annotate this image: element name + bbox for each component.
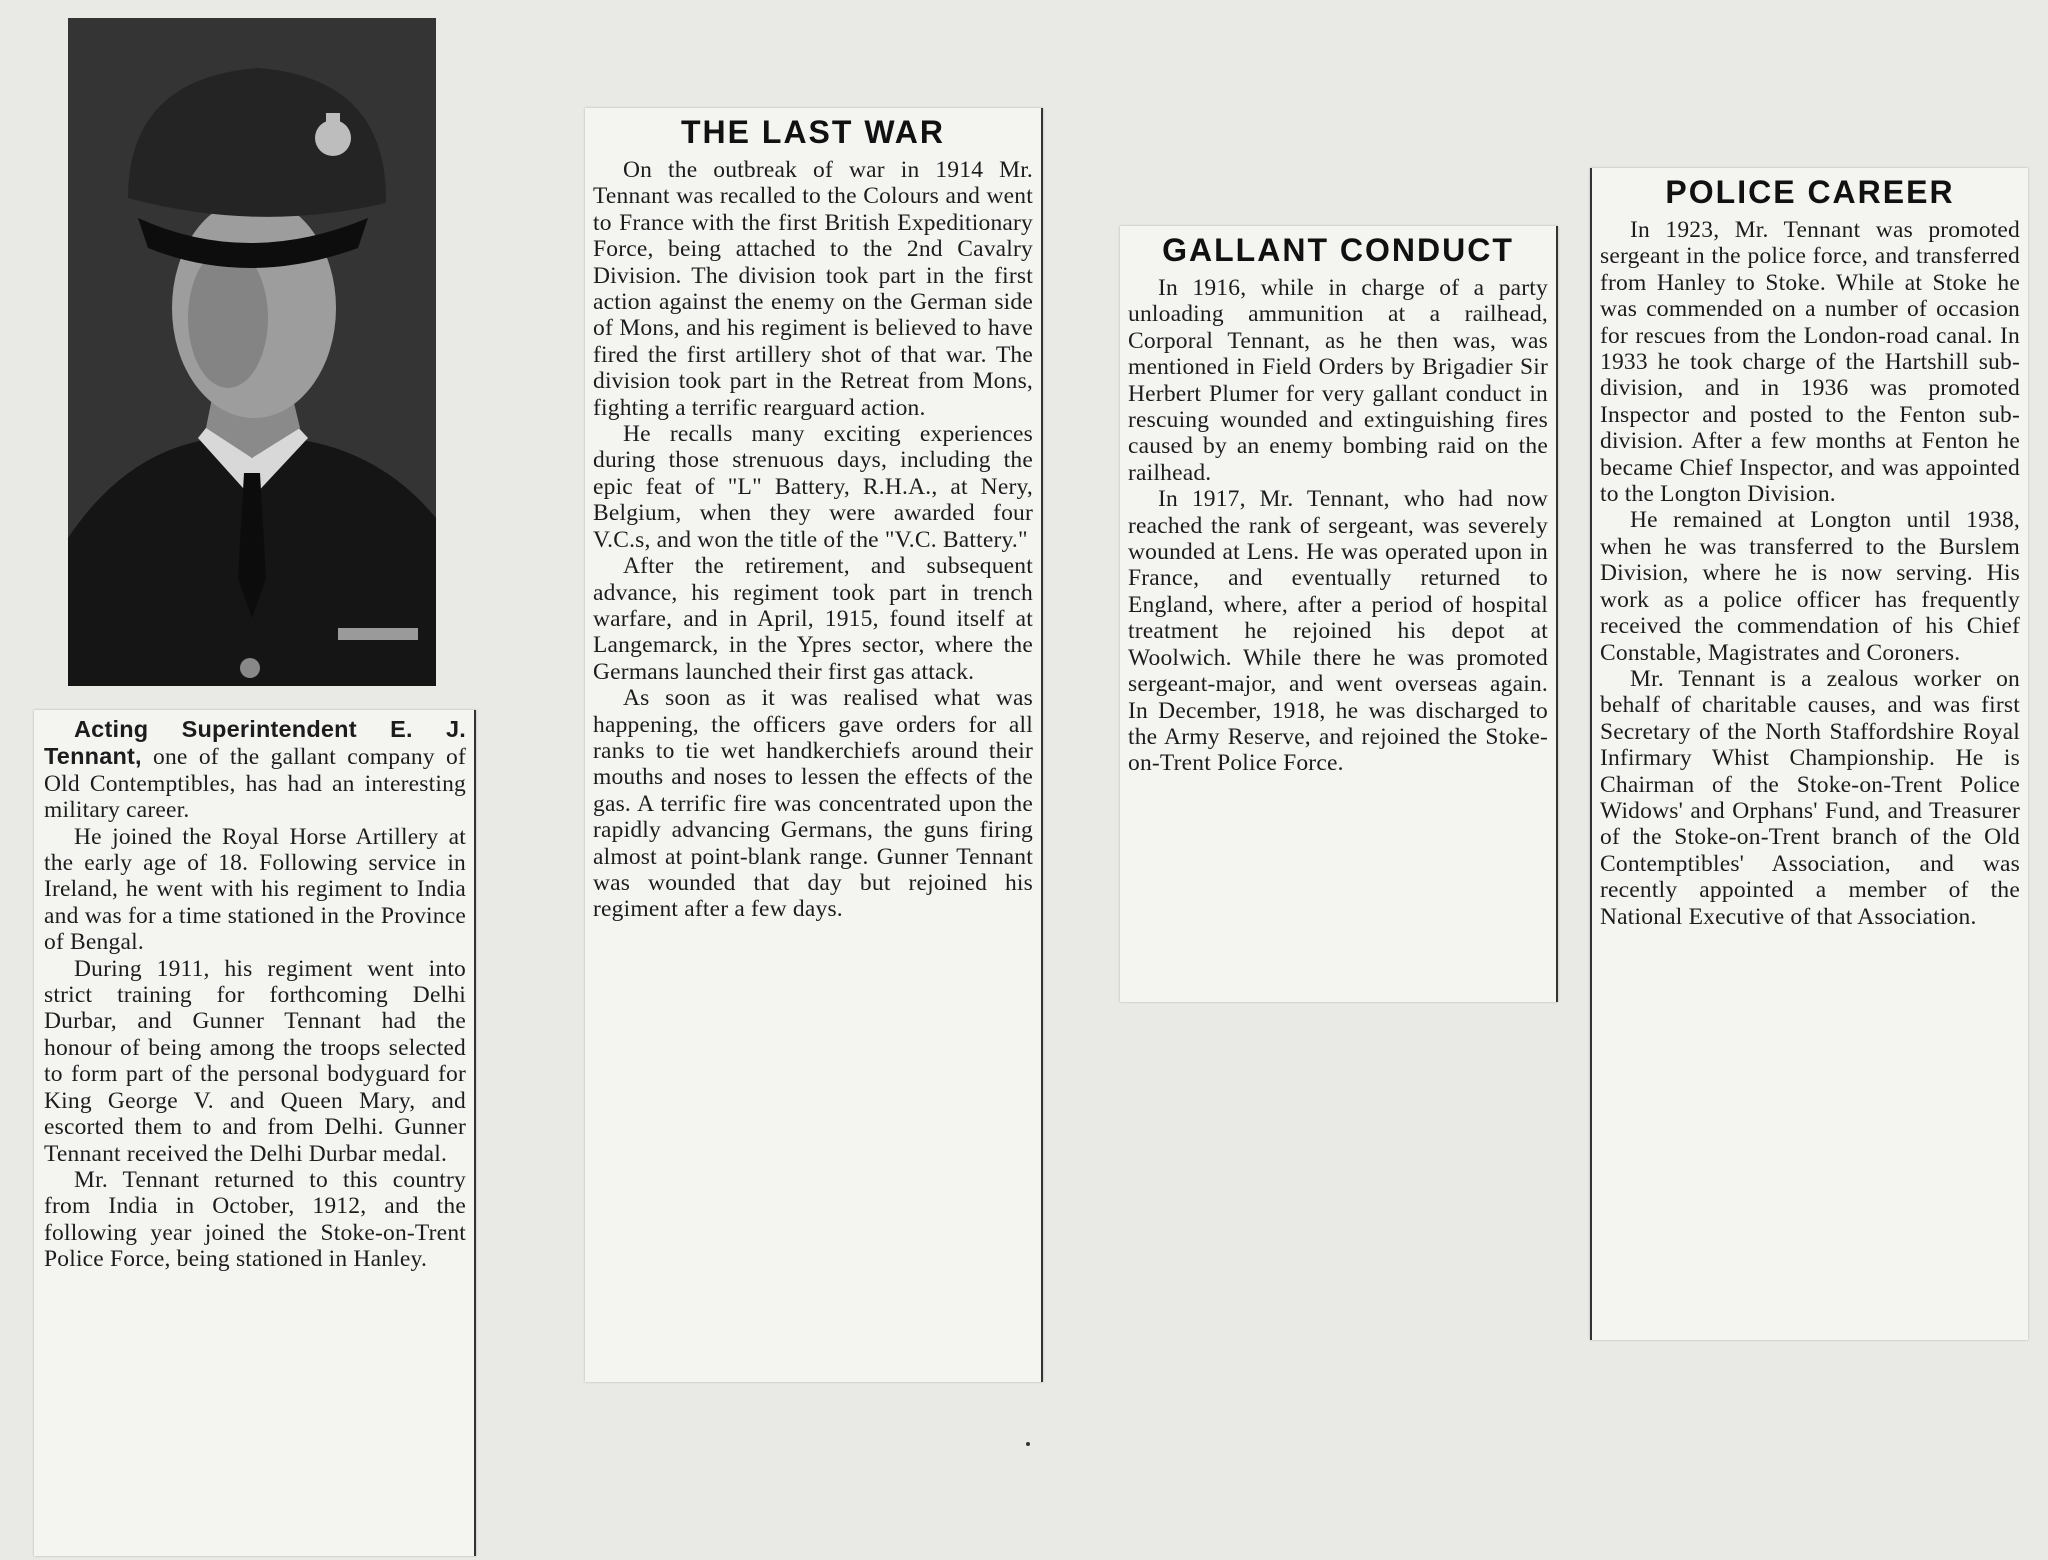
caption-paragraph: Mr. Tennant returned to this country from India in October, 1912, and the following year joined the Stoke-on-Trent Police Force, being stationed in Hanley.	[44, 1166, 466, 1273]
article-paragraph: He remained at Longton until 1938, when he was transferred to the Burslem Division, where he is now serving. His work as a police officer has frequently received the commendation of his Chief Constable, Magistrates and Coroners.	[1600, 507, 2020, 666]
caption-intro-text: one of the gallant company of Old Contemptibles, has had an interesting military career.	[44, 744, 466, 824]
gallant-conduct-article	[1120, 226, 1558, 1002]
article-paragraph: In 1916, while in charge of a party unloading ammunition at a railhead, Corporal Tennant, as he then was, was mentioned in Field Orders by Brigadier Sir Herbert Plumer for very gallant conduct in rescuing wounded and extinguishing fires caused by an enemy bombing raid on the railhead.	[1128, 275, 1548, 486]
article-paragraph: As soon as it was realised what was happening, the officers gave orders for all ranks to tie wet handkerchiefs around their mouths and noses to lessen the effects of the gas. A terrific fire was concentrated upon the rapidly advancing Germans, the guns firing almost at point-blank range. Gunner Tennant was wounded that day but rejoined his regiment after a few days.	[593, 685, 1033, 923]
caption-column	[34, 710, 476, 1556]
gallant-conduct-heading: GALLANT CONDUCT	[1162, 232, 1514, 268]
last-war-heading: THE LAST WAR	[681, 114, 945, 150]
article-paragraph: On the outbreak of war in 1914 Mr. Tennant was recalled to the Colours and went to France with the first British Expeditionary Force, being attached to the 2nd Cavalry Division. The division took part in the first action against the enemy on the German side of Mons, and his regiment is believed to have fired the first artillery shot of that war. The division took part in the Retreat from Mons, fighting a terrific rearguard action.	[593, 157, 1033, 421]
last-war-article	[585, 108, 1043, 1382]
portrait-illustration	[68, 18, 436, 686]
caption-name: Acting Superintendent E. J. Tennant,	[44, 716, 466, 770]
police-career-heading: POLICE CAREER	[1665, 174, 1955, 210]
police-career-article	[1590, 168, 2028, 1340]
article-paragraph: He recalls many exciting experiences during those strenuous days, including the epic feat of "L" Battery, R.H.A., at Nery, Belgium, when they were awarded four V.C.s, and won the title of the "V.C. Battery."	[593, 421, 1033, 553]
portrait-photo	[68, 18, 436, 686]
speck	[1026, 1442, 1030, 1446]
caption-paragraph: During 1911, his regiment went into strict training for forthcoming Delhi Durbar, and Gunner Tennant had the honour of being among the troops selected to form part of the personal bodyguard for King George V. and Queen Mary, and escorted them to and from Delhi. Gunner Tennant received the Delhi Durbar medal.	[44, 955, 466, 1167]
article-paragraph: Mr. Tennant is a zealous worker on behalf of charitable causes, and was first Secretary of the North Staffordshire Royal Infirmary Whist Championship. He is Chairman of the Stoke-on-Trent Police Widows' and Orphans' Fund, and Treasurer of the Stoke-on-Trent branch of the Old Contemptibles' Association, and was recently appointed a member of the National Executive of that Association.	[1600, 665, 2020, 930]
article-paragraph: In 1923, Mr. Tennant was promoted sergeant in the police force, and transferred from Hanley to Stoke. While at Stoke he was commended on a number of occasion for rescues from the London-road canal. In 1933 he took charge of the Hartshill sub-division, and in 1936 was promoted Inspector and posted to the Fenton sub-division. After a few months at Fenton he became Chief Inspector, and was appointed to the Longton Division.	[1600, 217, 2020, 508]
caption-paragraph: He joined the Royal Horse Artillery at the early age of 18. Following service in Ireland, he went with his regiment to India and was for a time stationed in the Province of Bengal.	[44, 823, 466, 956]
caption-intro	[44, 716, 466, 824]
article-paragraph: In 1917, Mr. Tennant, who had now reached the rank of sergeant, was severely wounded at Lens. He was operated upon in France, and eventually returned to England, where, after a period of hospital treatment he rejoined his depot at Woolwich. While there he was promoted sergeant-major, and went overseas again. In December, 1918, he was discharged to the Army Reserve, and rejoined the Stoke-on-Trent Police Force.	[1128, 486, 1548, 777]
article-paragraph: After the retirement, and subsequent advance, his regiment took part in trench warfare, and in April, 1915, found itself at Langemarck, in the Ypres sector, where the Germans launched their first gas attack.	[593, 553, 1033, 685]
